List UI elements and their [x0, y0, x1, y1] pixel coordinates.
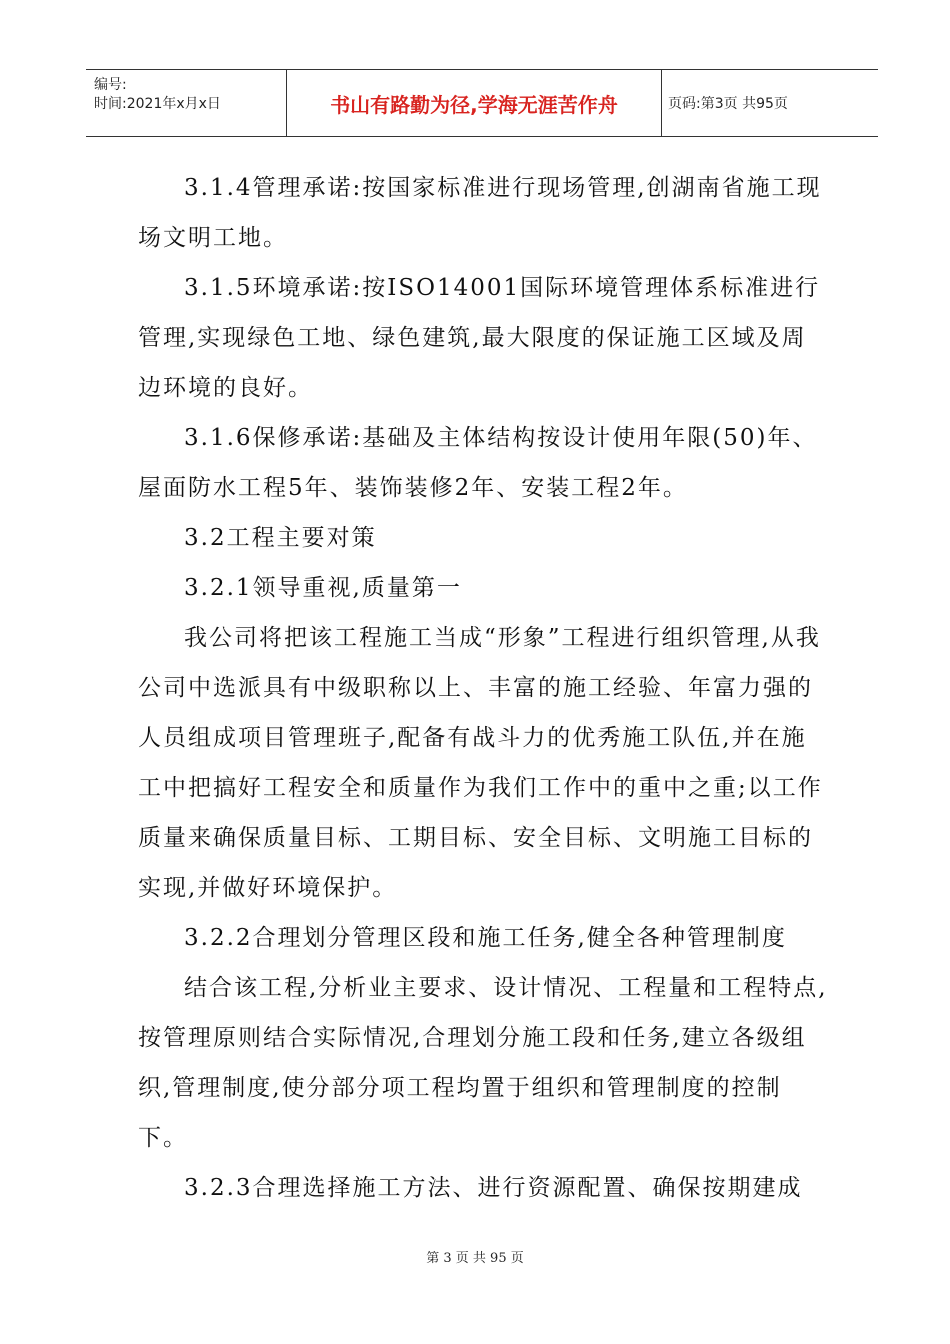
paragraph-3-2-1-body: 我公司将把该工程施工当成“形象”工程进行组织管理,从我公司中选派具有中级职称以上、丰富的施工经验、年富力强的人员组成项目管理班子,配备有战斗力的优秀施工队伍,并在施工中把搞好工程安全和质量作为我们工作中的重中之重;以工作质量来确保质量目标、工期目标、安全目标、文明施工目标的实现,并做好环境保护。: [138, 625, 823, 901]
page-header: [86, 69, 878, 137]
header-meta: [86, 70, 286, 136]
header-page-info: 页码:第3页 共95页: [668, 96, 788, 112]
heading-3-2: 3.2工程主要对策: [184, 525, 377, 551]
number-label: 编号:: [94, 77, 127, 93]
document-body: [138, 163, 828, 1213]
heading-3-2-3: 3.2.3合理选择施工方法、进行资源配置、确保按期建成: [184, 1175, 803, 1201]
heading-3-2-2: 3.2.2合理划分管理区段和施工任务,健全各种管理制度: [184, 925, 787, 951]
paragraph-3-1-6: 3.1.6保修承诺:基础及主体结构按设计使用年限(50)年、屋面防水工程5年、装饰装修2年、安装工程2年。: [138, 425, 818, 501]
heading-3-2-1: 3.2.1领导重视,质量第一: [184, 575, 462, 601]
header-motto: 书山有路勤为径,学海无涯苦作舟: [330, 92, 618, 117]
paragraph-3-1-5: 3.1.5环境承诺:按ISO14001国际环境管理体系标准进行管理,实现绿色工地、绿色建筑,最大限度的保证施工区域及周边环境的良好。: [138, 275, 821, 401]
page-footer: 第 3 页 共 95 页: [426, 1251, 524, 1266]
paragraph-3-2-2-body: 结合该工程,分析业主要求、设计情况、工程量和工程特点,按管理原则结合实际情况,合理划分施工段和任务,建立各级组织,管理制度,使分部分项工程均置于组织和管理制度的控制下。: [138, 975, 828, 1151]
time-label: 时间:2021年x月x日: [94, 96, 221, 112]
paragraph-3-1-4: 3.1.4管理承诺:按国家标准进行现场管理,创湖南省施工现场文明工地。: [138, 175, 822, 251]
